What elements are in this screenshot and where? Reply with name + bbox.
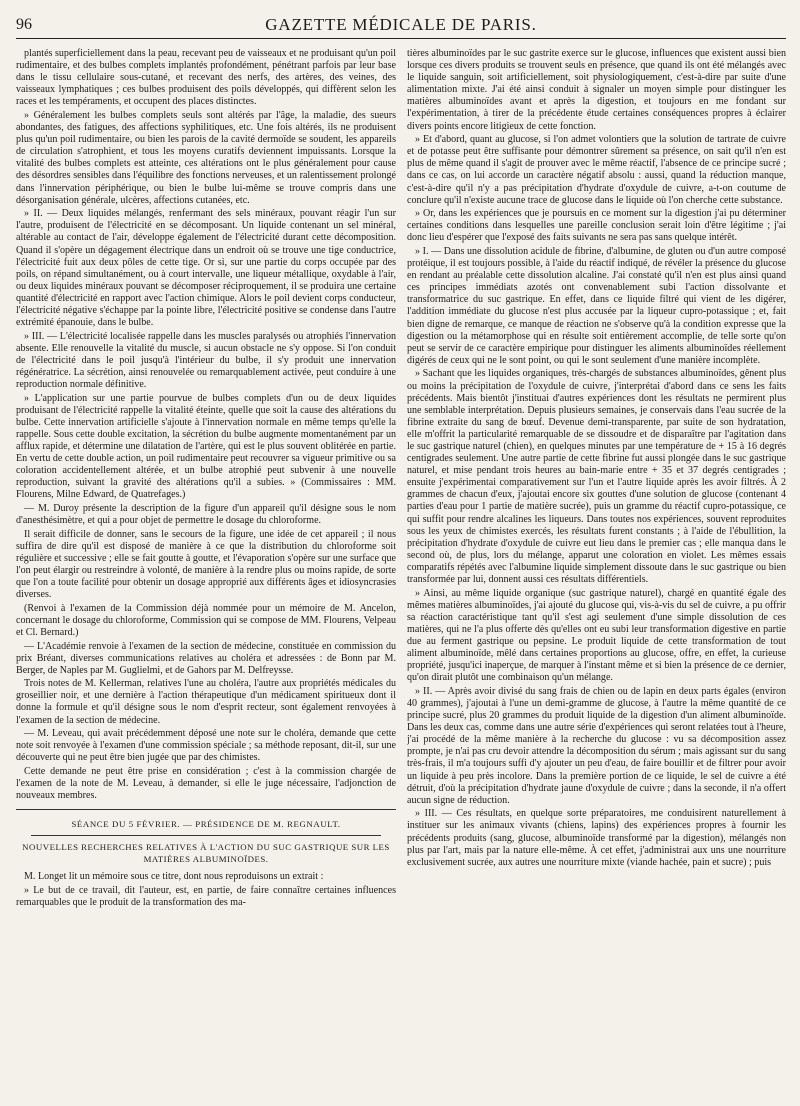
- paragraph: » Or, dans les expériences que je poursuis en ce moment sur la digestion j'ai pu déterminer certaines conditions dans lesquelles une pareille conclusion serait loin d'être légitime ; j'ai donc lieu d'espérer que l'exposé des faits suivants ne sera pas sans quelque intérêt.: [407, 208, 786, 244]
- page-header: [16, 14, 786, 39]
- right-column: [407, 48, 786, 1106]
- paragraph: M. Longet lit un mémoire sous ce titre, dont nous reproduisons un extrait :: [24, 871, 324, 883]
- paragraph: (Renvoi à l'examen de la Commission déjà nommée pour un mémoire de M. Ancelon, concernant le dosage du chloroforme, Commission qui se compose de MM. Flourens, Velpeau et Cl. Bernard.): [16, 602, 396, 638]
- paragraph: plantés superficiellement dans la peau, recevant peu de vaisseaux et ne produisant qu'un poil rudimentaire, et des bulbes complets implantés profondément, pénétrant parfois par leur base dans le tissu cellulaire sous-cutané, et recevant des nerfs, des artères, des veines, des vaisseaux lymphatiques ; ces bulbes produisent des poils développés, qui diffèrent selon les races et les tempéraments, et occupent des places distinctes.: [16, 48, 396, 108]
- paragraph: » Généralement les bulbes complets seuls sont altérés par l'âge, la maladie, des sueurs abondantes, des fatigues, des affections syphilitiques, etc. Une fois altérés, ils ne produisent plus qu'un poil rudimentaire, ou bien les parois de la cavité dermoïde se soudent, les appareils de circulation s'atrophient, et tous les moyens curatifs deviennent impuissants. Lorsque la vitalité des bulbes complets est atteinte, ces altérations ont le plus généralement pour cause des désordres sensibles dans l'équilibre des fonctions nerveuses, et un ralentissement prolongé dans l'innervation périphérique, ou bien le bulbe lui-même se trouve compris dans une désorganisation générale, ulcères, affections cutanées, etc.: [16, 109, 396, 206]
- text-columns: [16, 48, 786, 1106]
- journal-title: GAZETTE MÉDICALE DE PARIS.: [265, 15, 537, 34]
- section-divider: [16, 809, 396, 810]
- session-heading: SÉANCE DU 5 FÉVRIER. — PRÉSIDENCE DE M. REGNAULT.: [71, 819, 341, 830]
- paragraph: » Et d'abord, quant au glucose, si l'on admet volontiers que la solution de tartrate de cuivre et de potasse peut être suffisante pour démontrer sûrement sa présence, on sait qu'il n'en est plus de même quand il s'agit de prouver avec le même réactif, l'absence de ce principe sucré ; dans ce cas, on lui accorde un caractère négatif absolu : aussi, quand la réduction manque, c'est-à-dire qu'il n'y a pas précipitation d'hydrate d'oxydule de cuivre, a-t-on coutume de conclure qu'il n'existe aucune trace de glucose dans le liquide où l'on cherche cette substance.: [407, 134, 786, 206]
- paragraph: Cette demande ne peut être prise en considération ; c'est à la commission chargée de l'examen de la note de M. Leveau, à demander, si elle le juge nécessaire, l'adjonction de nouveaux membres.: [16, 765, 396, 802]
- heading-divider: [31, 835, 381, 836]
- paragraph: » I. — Dans une dissolution acidule de fibrine, d'albumine, de gluten ou d'un autre composé protéique, il est toujours possible, à l'aide du réactif indiqué, de révéler la présence du glucose en rendant au préalable cette dissolution alcaline. J'ai constaté qu'il n'en est plus ainsi quand ces principes immédiats azotés ont convenablement subi l'action dissolvante et transformatrice du suc gastrique. En effet, dans ce liquide filtré qui vient de les digérer, l'addition immédiate du glucose n'est plus accusée par la liqueur cupro-potassique ; et, fait bien digne de remarque, ce manque de réaction ne s'observe qu'à la condition expresse que la digestion ou la métamorphose qui en résulte soit entièrement accomplie, de telle sorte qu'on peut se servir de ce caractère empirique pour distinguer les aliments albuminoïdes réellement digérés de ceux qui ne le sont point, ou qui le sont seulement d'une manière incomplète.: [407, 246, 786, 366]
- paragraph: » II. — Après avoir divisé du sang frais de chien ou de lapin en deux parts égales (environ 40 grammes), j'ajoutai à l'une un demi-gramme de glucose, à l'autre la même quantité de ce principe sucré, plus 20 grammes du produit liquide de la digestion d'un aliment albuminoïde. Dans les deux cas, comme dans une autre série d'expériences qui seront relatées tout à l'heure, j'ai procédé de la même manière à la recherche du glucose : vu sa décomposition assez prompte, je n'ai pas cru devoir attendre la décomposition du sérum ; mais agissant sur du sang très-frais, il m'a toujours suffi d'y ajouter un peu d'eau, de faire bouillir et de filtrer pour avoir un liquide à peu près incolore. Dans la première portion de ce liquide, le sel de cuivre a été détruit, d'où la précipitation d'hydrate jaune d'oxydule de cuivre ; dans la seconde, il n'a offert aucun signe de réduction.: [407, 685, 786, 806]
- paragraph: Il serait difficile de donner, sans le secours de la figure, une idée de cet appareil ; il nous suffira de dire qu'il est disposé de manière à ce que la distribution du chloroforme soit régulière et successive ; elle se fait goutte à goutte, et l'évaporation s'opère sur une surface que l'on peut élargir ou restreindre à volonté, de manière à la rendre plus ou moins rapide, de sorte que l'on a toute facilité pour obtenir un dosage approprié aux différents âges et idiosyncrasies diverses.: [16, 528, 396, 601]
- paragraph: » II. — Deux liquides mélangés, renfermant des sels minéraux, pouvant réagir l'un sur l'autre, produisent de l'électricité en se décomposant. Un liquide contenant un sel minéral, altérable au contact de l'air, développe également de l'électricité durant cette décomposition. Quand il s'opère un dégagement électrique dans un endroit où se trouve une tige conductrice, l'électricité fuit aux deux pôles de cette tige. Or si, sur une partie du corps occupée par des poils, on répand simultanément, ou à court intervalle, une liqueur métallique, oxydable à l'air, ou deux liquides minéraux pouvant se décomposer réciproquement, il se produira une certaine quantité d'électricité en rapport avec l'action chimique. Alors le poil devient corps conducteur, l'électricité négative s'échappe par la pointe libre, l'électricité positive se condense dans l'autre extrémité épanouie, dans le bulbe.: [16, 208, 396, 329]
- paragraph: Trois notes de M. Kellerman, relatives l'une au choléra, l'autre aux propriétés médicales du groseillier noir, et une dernière à l'action thérapeutique d'un médicament spiritueux dont il donne la formule et qu'il désigne sous le nom d'esprit recteur, sont également renvoyées à l'examen de la section de médecine.: [16, 678, 396, 726]
- article-title: NOUVELLES RECHERCHES RELATIVES À L'ACTION DU SUC GASTRIQUE SUR LES MATIÈRES ALBUMINOÏDES.: [22, 842, 390, 864]
- paragraph: tières albuminoïdes par le suc gastrite exerce sur le glucose, influences que existent aussi bien lorsque ces divers produits se trouvent seuls en présence, que quand ils ont été mélangés avec le liquide sanguin, soit artificiellement, soit physiologiquement, c'est-à-dire par suite d'une alimentation mixte. J'ai été ainsi conduit à signaler un moyen simple pour distinguer les matières albuminoïdes avant et après la digestion, et toujours en me fondant sur l'expérimentation, à tirer de la précédente étude certaines conséquences propres à éclairer divers points encore litigieux de cette fonction.: [407, 48, 786, 132]
- paragraph: » Ainsi, au même liquide organique (suc gastrique naturel), chargé en quantité égale des mêmes matières albuminoïdes, j'ai ajouté du glucose qui, vis-à-vis du sel de cuivre, a pu offrir sa réaction caractéristique tant qu'il s'est agi seulement d'une simple dissolution de ces matières, qui ne l'a plus offerte dès qu'elles ont eu subi leur transformation digestive en partie due au ferment gastrique ou pepsine. Le produit liquide de cette transformation de tout aliment albuminoïde, mêlé dans certaines proportions au glucose, offre, en effet, la curieuse propriété, jusqu'ici inaperçue, de marquer à l'instant même et si bien la présence de ce dernier, qu'on dirait plutôt une combinaison qu'un mélange.: [407, 587, 786, 684]
- paragraph: » Sachant que les liquides organiques, très-chargés de substances albuminoïdes, gênent plus ou moins la précipitation de l'oxydule de cuivre, j'interprétai d'abord dans ce sens les faits précédents. Mais bientôt j'instituai d'autres expériences dont les résultats ne permirent plus une semblable interprétation. Depuis plusieurs semaines, je conservais dans l'eau sucrée de la fibrine extraite du sang de bœuf. Devenue demi-transparente, par suite de son hydratation, elle m'offrit la particularité remarquable de se dissoudre et de disparaître par l'agitation dans le suc gastrique naturel (chien), en quelques minutes par une température de + 15 à 16 degrés centigrades seulement. Une autre partie de cette fibrine fut aussi plongée dans le suc gastrique naturel, et mise pendant trois heures au bain-marie entre + 35 et 37 degrés centigrades ; ensuite j'expérimentai comparativement sur l'un et l'autre liquide après les avoir filtrés. À 2 grammes de chacun d'eux, j'ajoutai encore six gouttes d'une solution de glucose (contenant 4 parties d'eau pour 1 partie de matière sucrée), puis un gramme du réactif cupro-potassique, ce qui suffit pour rendre alcalines les liqueurs. Dans toutes nos expériences, souvent reproduites sous les yeux de chimistes exercés, les résultats furent constants ; à l'aide de l'ébullition, la précipitation d'hydrate d'oxydule de cuivre eut lieu dans le premier cas ; elle manqua dans le second où, de plus, lors du mélange, apparut une coloration en violet. Les mêmes essais comparatifs répétés avec l'albumine liquide simplement dissoute dans le suc gastrique ou bien transformée par lui, donnent aussi ces résultats différentiels.: [407, 368, 786, 586]
- paragraph: » L'application sur une partie pourvue de bulbes complets d'un ou de deux liquides produisant de l'électricité rappelle la vitalité éteinte, quelle que soit la cause des altérations du bulbe. Cette innervation artificielle s'ajoute à l'innervation normale en même temps qu'elle la rappelle. Sous cette double excitation, la sécrétion du bulbe augmente momentanément par un afflux rapide, et détermine une dilatation de l'artère, qui est le plus souvent oblitérée en partie. En vertu de cette double action, un poil rudimentaire peut recouvrer sa vigueur primitive ou sa coloration accidentellement altérée, et un bulbe atrophié peut subvenir à une nouvelle reproduction, suivant la gravité des altérations qu'il a subies. » (Commissaires : MM. Flourens, Milne Edward, de Quatrefages.): [16, 392, 396, 501]
- paragraph: » III. — L'électricité localisée rappelle dans les muscles paralysés ou atrophiés l'innervation absente. Elle renouvelle la vitalité du muscle, si aucun obstacle ne s'y oppose. Si l'on conduit de l'électricité dans le poil jusqu'à l'intérieur du bulbe, il s'y produit une innervation régénératrice. La sécrétion, ainsi renouvelée ou remarquablement activée, peut conduire à une reproduction normale définitive.: [16, 330, 396, 391]
- paragraph: » III. — Ces résultats, en quelque sorte préparatoires, me conduisirent naturellement à instituer sur les animaux vivants (chiens, lapins) des expériences propres à fournir les précédents produits (sang, glucose, albuminoïde transformé par la digestion), mélangés non plus par l'art, mais par la nature elle-même. À cet effet, j'administrai aux uns une nourriture exclusivement sucrée, aux autres une nourriture mixte (viande hachée, pain et sucre) ; puis: [407, 808, 786, 868]
- paragraph: — M. Leveau, qui avait précédemment déposé une note sur le choléra, demande que cette note soit renvoyée à l'examen d'une commission spéciale ; sa méthode reposant, dit-il, sur une découverte qui ne peut être bien jugée que par des chimistes.: [16, 728, 396, 764]
- paragraph: — M. Duroy présente la description de la figure d'un appareil qu'il désigne sous le nom d'anesthésimètre, et qui a pour objet de permettre le dosage du chloroforme.: [16, 502, 396, 527]
- left-column: [16, 48, 396, 1106]
- page-number: 96: [16, 16, 32, 33]
- paragraph: » Le but de ce travail, dit l'auteur, est, en partie, de faire connaître certaines influences remarquables que le produit de la transformation des ma-: [16, 884, 396, 908]
- paragraph: — L'Académie renvoie à l'examen de la section de médecine, constituée en commission du prix Bréant, diverses communications relatives au choléra et adressées : de Bonn par M. Berger, de Naples par M. Guglielmi, et de Gahors par M. Delfreysse.: [16, 640, 396, 676]
